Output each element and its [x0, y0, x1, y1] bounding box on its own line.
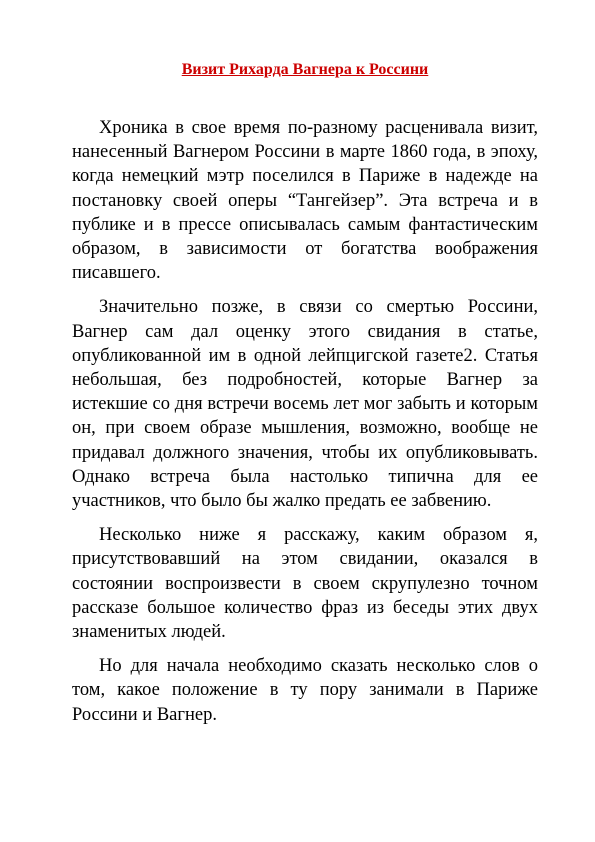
paragraph-4: Но для начала необходимо сказать несколько слов о том, какое положение в ту пору занимали в Париже Россини и Вагнер. [72, 656, 538, 725]
paragraph-2: Значительно позже, в связи со смертью Россини, Вагнер сам дал оценку этого свидания в статье, опубликованной им в одной лейпцигской газете2. Статья небольшая, без подробностей, которые Вагнер за истекшие со дня встречи восемь лет мог забыть и которым он, при своем образе мышления, возможно, вообще не придавал должного значения, чтобы их опубликовывать. Однако встреча была настолько типична для ее участников, что было бы жалко предать ее забвению. [72, 297, 538, 512]
document-page [72, 60, 538, 737]
paragraph-1: Хроника в свое время по-разному расценивала визит, нанесенный Вагнером Россини в марте 1860 года, в эпоху, когда немецкий мэтр поселился в Париже в надежде на постановку своей оперы “Тангейзер”. Эта встреча и в публике и в прессе описывалась самым фантастическим образом, в зависимости от богатства воображения писавшего. [72, 118, 538, 284]
paragraph-3: Несколько ниже я расскажу, каким образом я, присутствовавший на этом свидании, оказался в состоянии воспроизвести в своем скрупулезно точном рассказе большое количество фраз из беседы этих двух знаменитых людей. [72, 525, 538, 643]
document-title: Визит Рихарда Вагнера к Россини [181, 61, 429, 78]
